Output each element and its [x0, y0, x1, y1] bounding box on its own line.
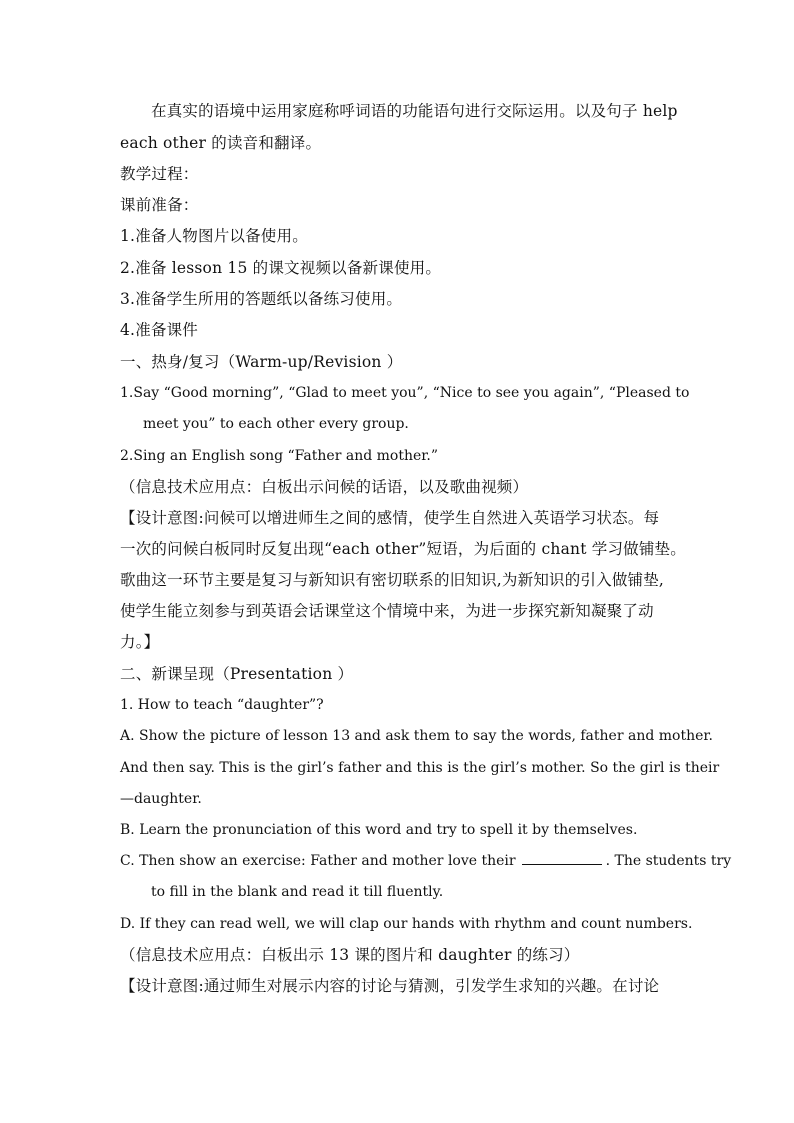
section-heading: 课前准备：: [120, 196, 199, 214]
list-item: 3.准备学生所用的答题纸以备练习使用。: [120, 290, 403, 308]
section-heading: 二、新课呈现（Presentation ）: [120, 665, 354, 683]
exercise-text: . The students try: [605, 853, 732, 869]
fill-in-blank: [522, 852, 602, 865]
design-intent: 【设计意图:通过师生对展示内容的讨论与猜测，引发学生求知的兴趣。在讨论: [120, 977, 660, 995]
list-item: D. If they can read well, we will clap our hands with rhythm and count numbers.: [120, 916, 693, 932]
paragraph-line: each other 的读音和翻译。: [120, 134, 322, 152]
list-item-continuation: to fill in the blank and read it till fluently.: [151, 884, 444, 900]
exercise-text: C. Then show an exercise: Father and mother love their: [120, 853, 516, 869]
design-intent: 力。】: [120, 633, 160, 651]
list-item-continuation: meet you” to each other every group.: [143, 416, 409, 432]
list-item: [120, 851, 731, 871]
section-heading: 教学过程：: [120, 165, 199, 183]
design-intent: 使学生能立刻参与到英语会话课堂这个情境中来，为进一步探究新知凝聚了动: [120, 602, 654, 620]
design-intent: 【设计意图:问候可以增进师生之间的感情，使学生自然进入英语学习状态。每: [120, 509, 660, 527]
paragraph-line: 在真实的语境中运用家庭称呼词语的功能语句进行交际运用。以及句子 help: [151, 102, 678, 120]
section-heading: 一、热身/复习（Warm-up/Revision ）: [120, 353, 403, 371]
list-item: 1.Say “Good morning”, “Glad to meet you”, “Nice to see you again”, “Pleased to: [120, 385, 690, 401]
list-item: 1.准备人物图片以备使用。: [120, 227, 308, 245]
list-item-continuation: And then say. This is the girl’s father and this is the girl’s mother. So the girl is their: [120, 760, 720, 776]
list-item: 1. How to teach “daughter”?: [120, 697, 324, 713]
list-item: 4.准备课件: [120, 321, 198, 339]
design-intent: 歌曲这一环节主要是复习与新知识有密切联系的旧知识,为新知识的引入做铺垫,: [120, 571, 665, 589]
design-intent: 一次的问候白板同时反复出现“each other”短语，为后面的 chant 学习做铺垫。: [120, 540, 686, 558]
list-item-continuation: —daughter.: [120, 791, 202, 807]
tech-note: （信息技术应用点：白板出示 13 课的图片和 daughter 的练习）: [120, 946, 580, 964]
list-item: B. Learn the pronunciation of this word and try to spell it by themselves.: [120, 822, 638, 838]
list-item: 2.准备 lesson 15 的课文视频以备新课使用。: [120, 259, 442, 277]
tech-note: （信息技术应用点：白板出示问候的话语，以及歌曲视频）: [120, 478, 529, 496]
list-item: A. Show the picture of lesson 13 and ask them to say the words, father and mother.: [120, 728, 713, 744]
list-item: 2.Sing an English song “Father and mother.”: [120, 448, 439, 464]
